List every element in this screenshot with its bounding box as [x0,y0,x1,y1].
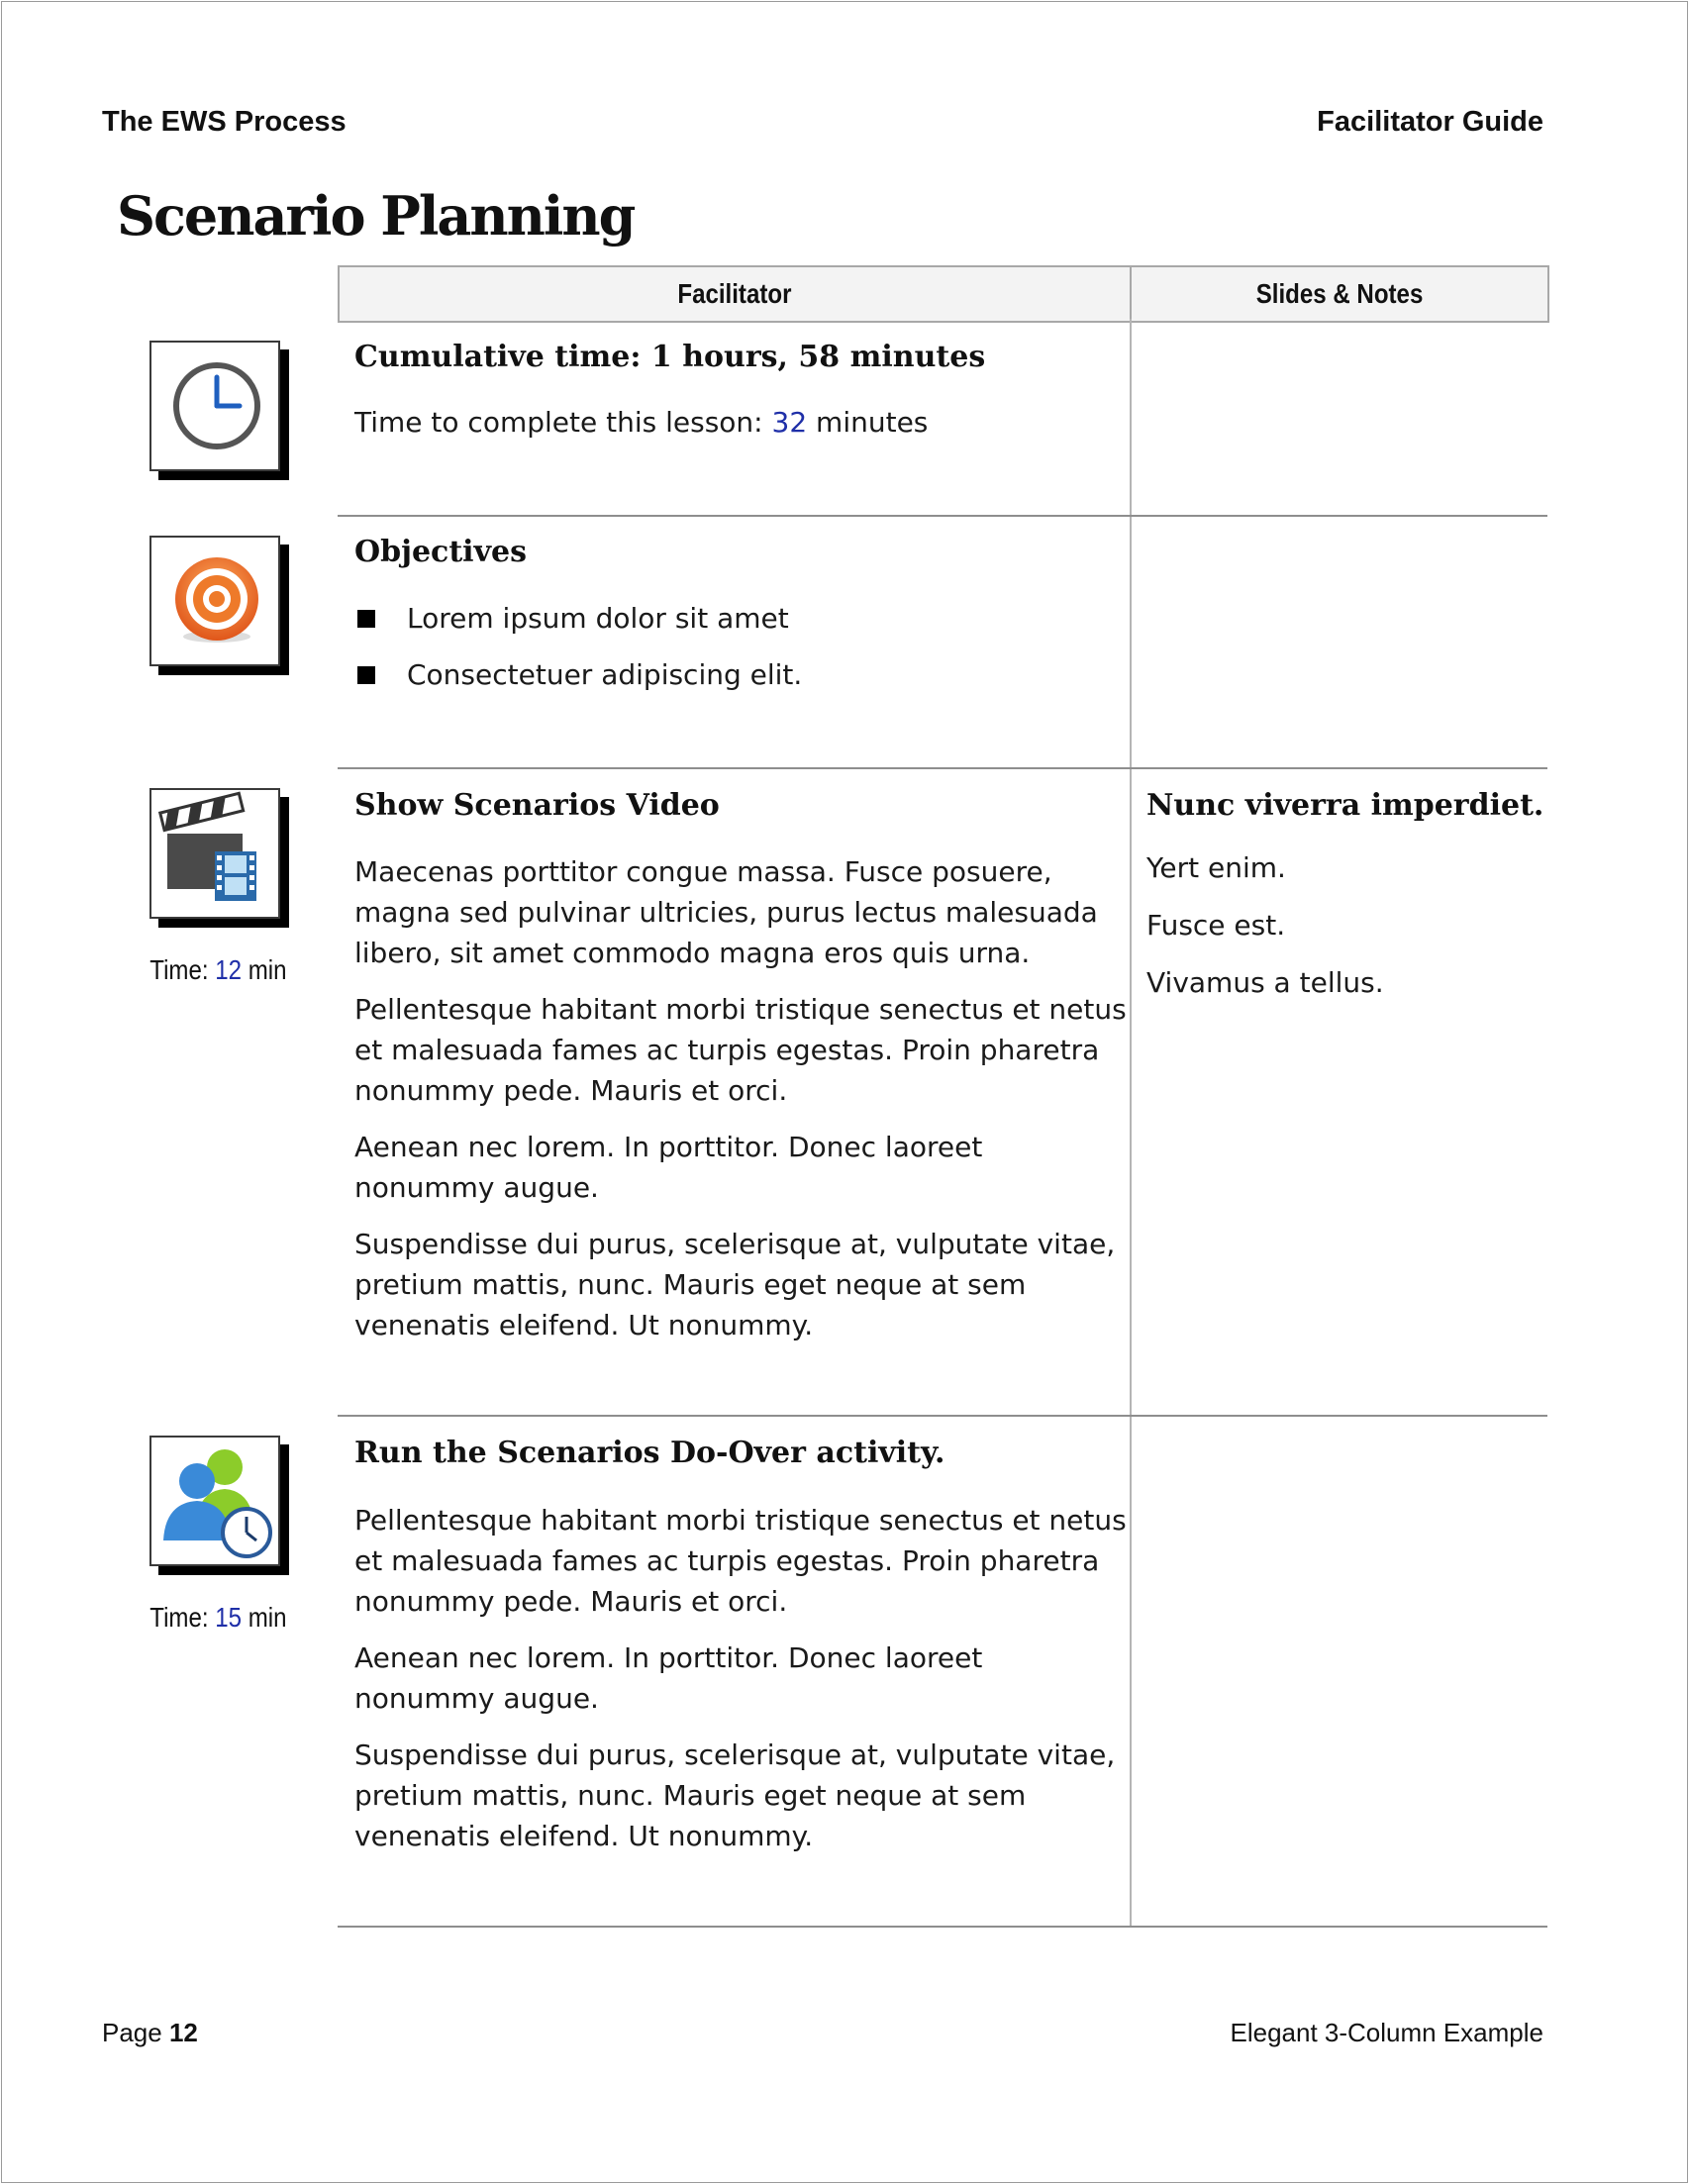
bullet-icon [357,610,375,628]
column-header-facilitator: Facilitator [338,265,1132,323]
paragraph: Aenean nec lorem. In porttitor. Donec laoreet nonummy augue. [354,1641,983,1715]
do-over-activity-body [354,1500,1127,1872]
show-scenarios-video-title: Show Scenarios Video [354,788,720,823]
row-divider [338,767,1547,769]
show-scenarios-body [354,851,1127,1361]
video-time-label: Time: 12 min [149,954,287,985]
row-divider [338,515,1547,517]
cumulative-time-title: Cumulative time: 1 hours, 58 minutes [354,340,986,374]
paragraph: Pellentesque habitant morbi tristique senectus et netus et malesuada fames ac turpis egestas. Proin pharetra nonummy pede. Mauris et orci. [354,1504,1127,1618]
paragraph: Maecenas porttitor congue massa. Fusce posuere, magna sed pulvinar ultricies, purus lectus malesuada libero, sit amet commodo magna eros quis urna. [354,855,1098,969]
do-over-activity-title: Run the Scenarios Do-Over activity. [354,1436,945,1470]
target-icon [149,536,280,666]
table-bottom-border [338,1926,1547,1928]
header-right: Facilitator Guide [1317,106,1543,138]
paragraph: Pellentesque habitant morbi tristique senectus et netus et malesuada fames ac turpis egestas. Proin pharetra nonummy pede. Mauris et orci. [354,993,1127,1107]
notes-title: Nunc viverra imperdiet. [1146,788,1544,823]
list-item: Lorem ipsum dolor sit amet [354,590,802,646]
note-item: Vivamus a tellus. [1146,966,1384,999]
video-time-value: 12 [214,954,242,985]
paragraph: Aenean nec lorem. In porttitor. Donec laoreet nonummy augue. [354,1131,983,1204]
notes-list [1146,851,1384,1024]
paragraph: Suspendisse dui purus, scelerisque at, vulputate vitae, pretium mattis, nunc. Mauris eget neque at sem venenatis eleifend. Ut nonummy. [354,1738,1116,1852]
objectives-list [354,590,802,703]
column-header-slides-notes: Slides & Notes [1130,265,1549,323]
paragraph: Suspendisse dui purus, scelerisque at, vulputate vitae, pretium mattis, nunc. Mauris eget neque at sem venenatis eleifend. Ut nonummy. [354,1228,1116,1341]
list-item: Consectetuer adipiscing elit. [354,646,802,703]
row-divider [338,1415,1547,1417]
users-clock-icon [149,1436,280,1566]
note-item: Fusce est. [1146,909,1286,942]
note-item: Yert enim. [1146,851,1286,884]
bullet-icon [357,666,375,684]
activity-time-label: Time: 15 min [149,1602,287,1633]
header-left: The EWS Process [102,106,347,138]
page-title: Scenario Planning [117,184,635,248]
lesson-minutes: 32 [771,406,808,439]
video-clapperboard-icon [149,788,280,919]
lesson-time-text: Time to complete this lesson: 32 minutes [354,406,929,439]
footer-document-name: Elegant 3-Column Example [1230,2018,1543,2047]
column-divider [1130,319,1132,1927]
footer-page-number: Page 12 [102,2018,198,2047]
objectives-title: Objectives [354,535,527,569]
clock-icon [149,341,280,471]
activity-time-value: 15 [214,1602,242,1633]
